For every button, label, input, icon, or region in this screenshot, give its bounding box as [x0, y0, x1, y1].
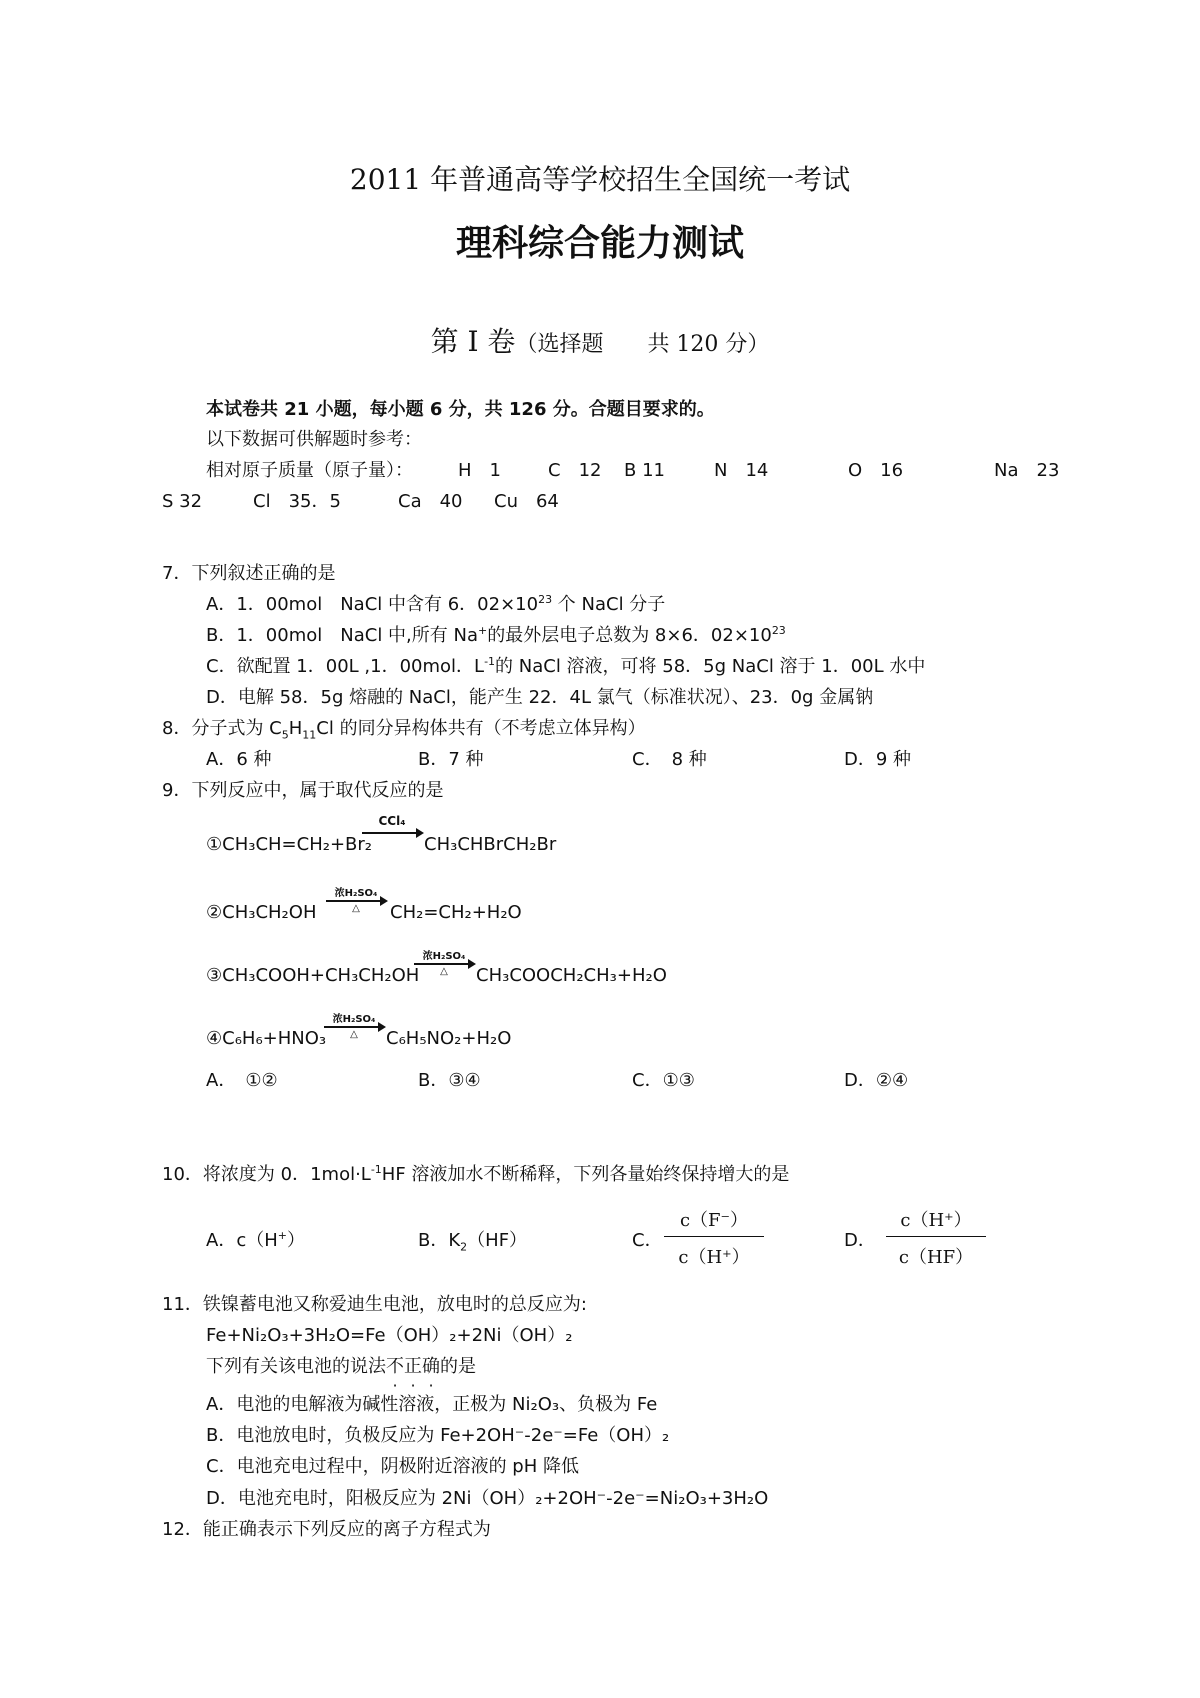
- q10-option-c-label: C．: [632, 1230, 663, 1251]
- q7-b-text-2: 的最外层电子总数为 8×6．02×10: [487, 625, 772, 646]
- q8-stem: [162, 717, 646, 741]
- exam-title: 2011 年普通高等学校招生全国统一考试: [349, 163, 851, 196]
- fraction-denominator: c（H⁺）: [678, 1247, 750, 1268]
- q8-sub-2: 11: [302, 728, 317, 742]
- q7-option-b: [206, 624, 786, 648]
- q11-equation: Fe+Ni₂O₃+3H₂O=Fe（OH）₂+2Ni（OH）₂: [206, 1325, 573, 1346]
- q10-b-sub: 2: [460, 1240, 468, 1254]
- q8-stem-h: H: [288, 718, 303, 739]
- arrow-line: [324, 1026, 384, 1028]
- reaction-2-condition: 浓H₂SO₄: [334, 888, 378, 899]
- q8-stem-text: 8．分子式为 C: [162, 718, 282, 739]
- q11-sub-stem-text: 下列有关该电池的说法: [206, 1356, 386, 1377]
- arrow-line: [414, 963, 474, 965]
- arrow-line: [362, 832, 422, 834]
- q11-stem: 11．铁镍蓄电池又称爱迪生电池，放电时的总反应为:: [162, 1294, 587, 1315]
- atomic-label: 相对原子质量（原子量）：: [206, 460, 413, 481]
- q9-option-d: D．②④: [844, 1070, 909, 1091]
- q12-stem: 12．能正确表示下列反应的离子方程式为: [162, 1519, 491, 1540]
- fraction-numerator: c（H⁺）: [886, 1206, 986, 1237]
- reaction-1-arrow: [362, 816, 422, 846]
- q10-option-b: [418, 1229, 527, 1253]
- q7-stem: 7．下列叙述正确的是: [162, 563, 336, 584]
- q7-c-text-2: 的 NaCl 溶液，可将 58．5g NaCl 溶于 1．00L 水中: [495, 656, 926, 677]
- reaction-3-arrow: [414, 947, 474, 981]
- reaction-4-condition: 浓H₂SO₄: [332, 1014, 376, 1025]
- q9-option-b: B．③④: [418, 1070, 481, 1091]
- q9-reaction-1-left: ①CH₃CH=CH₂+Br₂: [206, 834, 373, 855]
- q9-reaction-1-right: CH₃CHBrCH₂Br: [424, 834, 557, 855]
- q11-sub-stem: [206, 1355, 476, 1379]
- q8-option-a: A．6 种: [206, 749, 272, 770]
- reaction-2-arrow: [326, 884, 386, 918]
- q7-option-d: D．电解 58．5g 熔融的 NaCl，能产生 22．4L 氯气（标准状况）、23．0g 金属钠: [206, 687, 874, 708]
- atomic-s: S 32: [162, 491, 203, 512]
- q10-stem-sup: -1: [370, 1163, 382, 1176]
- q10-option-c-fraction: [664, 1206, 764, 1269]
- q9-option-c: C．①③: [632, 1070, 695, 1091]
- q7-a-sup: 23: [538, 593, 553, 606]
- q9-reaction-4-right: C₆H₅NO₂+H₂O: [386, 1028, 512, 1049]
- q7-b-text: B．1．00mol NaCl 中,所有 Na: [206, 625, 478, 646]
- reaction-4-arrow: [324, 1010, 384, 1044]
- arrow-head: [416, 828, 424, 838]
- atomic-n: N 14: [714, 460, 769, 481]
- q11-option-d: D．电池充电时，阳极反应为 2Ni（OH）₂+2OH⁻-2e⁻=Ni₂O₃+3H₂O: [206, 1488, 769, 1509]
- exam-subtitle: 理科综合能力测试: [455, 223, 744, 264]
- q9-reaction-4-left: ④C₆H₆+HNO₃: [206, 1028, 327, 1049]
- heat-symbol: △: [352, 903, 360, 914]
- q10-option-d-fraction: [886, 1206, 986, 1269]
- q9-stem: 9．下列反应中，属于取代反应的是: [162, 780, 444, 801]
- q10-stem-text: 10．将浓度为 0．1mol·L: [162, 1164, 371, 1185]
- volume-note: （选择题 共 120 分）: [515, 332, 770, 357]
- emphasis-char: 确: [422, 1356, 440, 1377]
- arrow-line: [326, 900, 386, 902]
- q8-sub-1: 5: [281, 728, 289, 742]
- q8-option-b: B．7 种: [418, 749, 484, 770]
- q10-a-text-2: ）: [286, 1230, 305, 1251]
- atomic-cl: Cl 35．5: [253, 491, 341, 512]
- q10-stem: [162, 1163, 789, 1187]
- heat-symbol: △: [350, 1029, 358, 1040]
- atomic-h: H 1: [458, 460, 501, 481]
- q7-a-text-2: 个 NaCl 分子: [552, 594, 666, 615]
- q10-b-text-2: （HF）: [467, 1230, 528, 1251]
- q7-b-sup-2: 23: [771, 624, 786, 637]
- q9-reaction-2-right: CH₂=CH₂+H₂O: [390, 902, 522, 923]
- heat-symbol: △: [440, 966, 448, 977]
- atomic-c: C 12: [548, 460, 602, 481]
- atomic-b: B 11: [624, 460, 665, 481]
- q8-option-c: C． 8 种: [632, 749, 707, 770]
- intro-line-1: 本试卷共 21 小题，每小题 6 分，共 126 分。合题目要求的。: [206, 399, 715, 420]
- intro-line-2: 以下数据可供解题时参考：: [206, 429, 422, 450]
- reaction-3-condition: 浓H₂SO₄: [422, 951, 466, 962]
- volume-label: 第 I 卷: [430, 325, 516, 358]
- fraction-numerator: c（F⁻）: [664, 1206, 764, 1237]
- q7-c-sup: -1: [484, 655, 496, 668]
- q10-option-d-label: D．: [844, 1230, 876, 1251]
- emphasis-char: 正: [404, 1356, 422, 1377]
- q11-option-b: B．电池放电时，负极反应为 Fe+2OH⁻-2e⁻=Fe（OH）₂: [206, 1425, 670, 1446]
- q8-stem-text-2: Cl 的同分异构体共有（不考虑立体异构）: [316, 718, 646, 739]
- q9-reaction-3-right: CH₃COOCH₂CH₃+H₂O: [476, 965, 667, 986]
- q7-b-sup: +: [477, 624, 488, 637]
- q10-b-text: B．K: [418, 1230, 461, 1251]
- volume-heading: [0, 320, 1200, 360]
- atomic-cu: Cu 64: [494, 491, 559, 512]
- q11-sub-stem-text-2: 的是: [440, 1356, 476, 1377]
- q7-option-c: [206, 655, 925, 679]
- q9-option-a: A． ①②: [206, 1070, 278, 1091]
- atomic-ca: Ca 40: [398, 491, 463, 512]
- q7-a-text: A．1．00mol NaCl 中含有 6．02×10: [206, 594, 539, 615]
- atomic-na: Na 23: [994, 460, 1060, 481]
- q8-option-d: D．9 种: [844, 749, 912, 770]
- q7-c-text: C．欲配置 1．00L ,1．00mol．L: [206, 656, 485, 677]
- q10-option-a: [206, 1229, 305, 1253]
- q10-stem-text-2: HF 溶液加水不断稀释，下列各量始终保持增大的是: [381, 1164, 790, 1185]
- q11-option-a: A．电池的电解液为碱性溶液，正极为 Ni₂O₃、负极为 Fe: [206, 1394, 658, 1415]
- atomic-o: O 16: [848, 460, 904, 481]
- reaction-1-condition: CCl₄: [378, 814, 406, 828]
- q10-a-text: A．c（H: [206, 1230, 278, 1251]
- emphasis-char: 不: [386, 1356, 404, 1377]
- q10-a-sup: +: [277, 1229, 287, 1242]
- q11-option-c: C．电池充电过程中，阴极附近溶液的 pH 降低: [206, 1456, 579, 1477]
- q7-option-a: [206, 593, 665, 617]
- fraction-denominator: c（HF）: [898, 1247, 974, 1268]
- q9-reaction-3-left: ③CH₃COOH+CH₃CH₂OH: [206, 965, 420, 986]
- q9-reaction-2-left: ②CH₃CH₂OH: [206, 902, 317, 923]
